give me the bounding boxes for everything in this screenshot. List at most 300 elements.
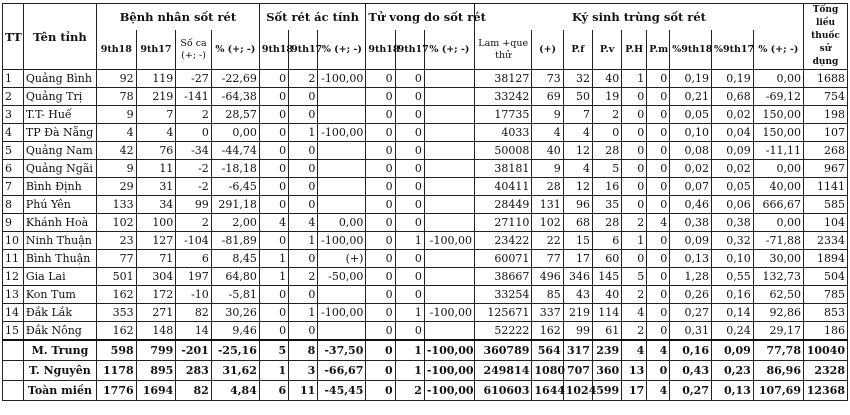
cell-k17: 0,32 — [712, 232, 754, 250]
cell-name: T.T- Huế — [23, 106, 96, 124]
cell-d18: 0 — [366, 178, 395, 196]
cell-s17: 3 — [289, 361, 318, 381]
cell-pos: 9 — [532, 160, 563, 178]
cell-ph: 0 — [622, 106, 647, 124]
table-row — [3, 142, 848, 160]
cell-d18: 0 — [366, 160, 395, 178]
cell-pm: 0 — [647, 124, 670, 142]
cell-pos: 28 — [532, 178, 563, 196]
cell-ppct: -22,69 — [211, 70, 259, 88]
cell-tt — [3, 361, 24, 381]
cell-p18: 1178 — [96, 361, 136, 381]
cell-d18: 0 — [366, 124, 395, 142]
table-row — [3, 286, 848, 304]
cell-ph: 4 — [622, 304, 647, 322]
header-total-drugs: Tổng liều thuốc sử dụng — [803, 4, 847, 70]
cell-tt: 5 — [3, 142, 24, 160]
cell-kpct: 0,00 — [753, 214, 803, 232]
cell-pdiff: 82 — [176, 304, 212, 322]
cell-pdiff: 6 — [176, 250, 212, 268]
cell-name: Gia Lai — [23, 268, 96, 286]
cell-d18: 0 — [366, 250, 395, 268]
cell-ph: 0 — [622, 250, 647, 268]
cell-spct: -100,00 — [318, 124, 366, 142]
cell-d18: 0 — [366, 340, 395, 361]
cell-pm: 4 — [647, 340, 670, 361]
cell-k18: 0,19 — [670, 70, 712, 88]
cell-drug: 104 — [803, 214, 847, 232]
cell-tt: 3 — [3, 106, 24, 124]
cell-ph: 17 — [622, 381, 647, 401]
cell-d17: 1 — [395, 232, 424, 250]
cell-pos: 73 — [532, 70, 563, 88]
cell-tt: 10 — [3, 232, 24, 250]
cell-pv: 0 — [592, 124, 621, 142]
cell-k18: 0,16 — [670, 340, 712, 361]
cell-pdiff: 99 — [176, 196, 212, 214]
cell-tt: 11 — [3, 250, 24, 268]
cell-ppct: 2,00 — [211, 214, 259, 232]
cell-s17: 4 — [289, 214, 318, 232]
cell-ph: 2 — [622, 286, 647, 304]
cell-tt: 14 — [3, 304, 24, 322]
cell-spct: -45,45 — [318, 381, 366, 401]
cell-pf: 707 — [563, 361, 592, 381]
cell-dpct — [424, 106, 474, 124]
table-row — [3, 124, 848, 142]
cell-p18: 42 — [96, 142, 136, 160]
cell-pos: 564 — [532, 340, 563, 361]
table-row — [3, 268, 848, 286]
cell-s18: 1 — [259, 361, 288, 381]
cell-s17: 0 — [289, 250, 318, 268]
cell-pv: 2 — [592, 106, 621, 124]
header-p-9th18: 9th18 — [96, 30, 136, 69]
cell-pf: 50 — [563, 88, 592, 106]
cell-drug: 1894 — [803, 250, 847, 268]
cell-ppct: 30,26 — [211, 304, 259, 322]
cell-d17: 0 — [395, 286, 424, 304]
cell-d18: 0 — [366, 196, 395, 214]
cell-drug: 785 — [803, 286, 847, 304]
cell-k18: 0,27 — [670, 304, 712, 322]
cell-ppct: -44,74 — [211, 142, 259, 160]
cell-lam: 125671 — [474, 304, 531, 322]
cell-lam: 249814 — [474, 361, 531, 381]
cell-p18: 78 — [96, 88, 136, 106]
cell-pdiff: 2 — [176, 106, 212, 124]
cell-drug: 186 — [803, 322, 847, 341]
cell-drug: 754 — [803, 88, 847, 106]
cell-k17: 0,02 — [712, 106, 754, 124]
cell-k18: 0,02 — [670, 160, 712, 178]
cell-pdiff: -27 — [176, 70, 212, 88]
cell-d17: 0 — [395, 268, 424, 286]
cell-pf: 346 — [563, 268, 592, 286]
cell-p17: 4 — [136, 124, 176, 142]
header-province: Tên tỉnh — [23, 4, 96, 70]
cell-pm: 0 — [647, 160, 670, 178]
cell-drug: 504 — [803, 268, 847, 286]
cell-lam: 60071 — [474, 250, 531, 268]
cell-pv: 145 — [592, 268, 621, 286]
cell-pdiff: -141 — [176, 88, 212, 106]
header-group-deaths: Tử vong do sốt rét — [366, 4, 475, 31]
cell-name: Kon Tum — [23, 286, 96, 304]
cell-pdiff: -104 — [176, 232, 212, 250]
cell-kpct: 0,00 — [753, 70, 803, 88]
cell-dpct — [424, 124, 474, 142]
cell-kpct: 77,78 — [753, 340, 803, 361]
cell-k18: 0,13 — [670, 250, 712, 268]
cell-s18: 1 — [259, 268, 288, 286]
cell-tt: 15 — [3, 322, 24, 341]
cell-pf: 15 — [563, 232, 592, 250]
cell-p18: 598 — [96, 340, 136, 361]
cell-lam: 33242 — [474, 88, 531, 106]
cell-ppct: 8,45 — [211, 250, 259, 268]
cell-dpct: -100,00 — [424, 361, 474, 381]
cell-ph: 0 — [622, 124, 647, 142]
cell-kpct: -11,11 — [753, 142, 803, 160]
cell-k17: 0,23 — [712, 361, 754, 381]
cell-spct: -66,67 — [318, 361, 366, 381]
cell-pdiff: 14 — [176, 322, 212, 341]
cell-drug: 1688 — [803, 70, 847, 88]
cell-tt — [3, 381, 24, 401]
cell-s18: 0 — [259, 286, 288, 304]
cell-pv: 599 — [592, 381, 621, 401]
cell-dpct: -100,00 — [424, 340, 474, 361]
cell-pv: 61 — [592, 322, 621, 341]
cell-drug: 10040 — [803, 340, 847, 361]
cell-lam: 610603 — [474, 381, 531, 401]
cell-pv: 19 — [592, 88, 621, 106]
cell-tt: 2 — [3, 88, 24, 106]
cell-kpct: 40,00 — [753, 178, 803, 196]
cell-ppct: -64,38 — [211, 88, 259, 106]
cell-lam: 50008 — [474, 142, 531, 160]
header-p-pct: % (+; -) — [211, 30, 259, 69]
cell-ph: 0 — [622, 178, 647, 196]
cell-lam: 17735 — [474, 106, 531, 124]
cell-name: T. Nguyên — [23, 361, 96, 381]
cell-dpct — [424, 70, 474, 88]
header-p-9th17: 9th17 — [136, 30, 176, 69]
cell-s18: 5 — [259, 340, 288, 361]
cell-pdiff: 0 — [176, 124, 212, 142]
cell-dpct — [424, 268, 474, 286]
cell-s18: 0 — [259, 160, 288, 178]
cell-dpct: -100,00 — [424, 232, 474, 250]
cell-ph: 1 — [622, 70, 647, 88]
cell-d17: 1 — [395, 340, 424, 361]
cell-lam: 33254 — [474, 286, 531, 304]
cell-spct: -100,00 — [318, 232, 366, 250]
cell-drug: 585 — [803, 196, 847, 214]
cell-drug: 2328 — [803, 361, 847, 381]
cell-pm: 0 — [647, 361, 670, 381]
cell-p18: 162 — [96, 286, 136, 304]
cell-ppct: -6,45 — [211, 178, 259, 196]
cell-pdiff: -34 — [176, 142, 212, 160]
cell-pos: 77 — [532, 250, 563, 268]
cell-name: Toàn miền — [23, 381, 96, 401]
cell-k18: 0,27 — [670, 381, 712, 401]
cell-kpct: 0,00 — [753, 160, 803, 178]
cell-d17: 0 — [395, 178, 424, 196]
header-k-pct18: %9th18 — [670, 30, 712, 69]
cell-p17: 895 — [136, 361, 176, 381]
cell-name: Bình Định — [23, 178, 96, 196]
cell-pv: 114 — [592, 304, 621, 322]
cell-ppct: -5,81 — [211, 286, 259, 304]
cell-pdiff: -10 — [176, 286, 212, 304]
cell-name: Quảng Nam — [23, 142, 96, 160]
cell-p18: 23 — [96, 232, 136, 250]
cell-lam: 38127 — [474, 70, 531, 88]
cell-pv: 40 — [592, 70, 621, 88]
cell-pos: 102 — [532, 214, 563, 232]
cell-pos: 1644 — [532, 381, 563, 401]
cell-pf: 96 — [563, 196, 592, 214]
cell-p17: 71 — [136, 250, 176, 268]
cell-k18: 0,05 — [670, 106, 712, 124]
cell-d17: 0 — [395, 196, 424, 214]
cell-p17: 31 — [136, 178, 176, 196]
cell-k17: 0,16 — [712, 286, 754, 304]
cell-pf: 1024 — [563, 381, 592, 401]
cell-tt: 12 — [3, 268, 24, 286]
cell-d17: 0 — [395, 106, 424, 124]
cell-name: Khánh Hoà — [23, 214, 96, 232]
cell-k17: 0,38 — [712, 214, 754, 232]
cell-pv: 40 — [592, 286, 621, 304]
cell-pdiff: -2 — [176, 178, 212, 196]
cell-s18: 4 — [259, 214, 288, 232]
cell-drug: 12368 — [803, 381, 847, 401]
summary-row — [3, 361, 848, 381]
cell-d17: 0 — [395, 322, 424, 341]
cell-dpct — [424, 322, 474, 341]
cell-spct: -100,00 — [318, 304, 366, 322]
cell-spct — [318, 160, 366, 178]
table-row — [3, 250, 848, 268]
cell-pv: 28 — [592, 214, 621, 232]
cell-p18: 501 — [96, 268, 136, 286]
cell-k17: 0,04 — [712, 124, 754, 142]
cell-pm: 0 — [647, 268, 670, 286]
cell-kpct: 86,96 — [753, 361, 803, 381]
cell-k17: 0,06 — [712, 196, 754, 214]
cell-p17: 100 — [136, 214, 176, 232]
cell-s17: 8 — [289, 340, 318, 361]
cell-drug: 853 — [803, 304, 847, 322]
cell-lam: 4033 — [474, 124, 531, 142]
cell-d17: 0 — [395, 250, 424, 268]
cell-tt: 4 — [3, 124, 24, 142]
cell-dpct — [424, 286, 474, 304]
cell-pm: 0 — [647, 70, 670, 88]
cell-pdiff: 197 — [176, 268, 212, 286]
header-k-lam: Lam +que thử — [474, 30, 531, 69]
cell-k18: 0,21 — [670, 88, 712, 106]
cell-pm: 0 — [647, 196, 670, 214]
cell-d17: 0 — [395, 142, 424, 160]
cell-k18: 0,26 — [670, 286, 712, 304]
cell-pf: 68 — [563, 214, 592, 232]
cell-pos: 337 — [532, 304, 563, 322]
cell-pm: 0 — [647, 88, 670, 106]
cell-s17: 0 — [289, 160, 318, 178]
cell-ph: 1 — [622, 232, 647, 250]
cell-k17: 0,02 — [712, 160, 754, 178]
cell-d18: 0 — [366, 381, 395, 401]
cell-pm: 0 — [647, 106, 670, 124]
cell-pos: 22 — [532, 232, 563, 250]
header-k-pv: P.v — [592, 30, 621, 69]
cell-pdiff: -2 — [176, 160, 212, 178]
cell-pos: 162 — [532, 322, 563, 341]
cell-kpct: 132,73 — [753, 268, 803, 286]
cell-name: Quảng Trị — [23, 88, 96, 106]
cell-pf: 7 — [563, 106, 592, 124]
cell-s17: 0 — [289, 106, 318, 124]
cell-k18: 0,07 — [670, 178, 712, 196]
cell-dpct — [424, 214, 474, 232]
cell-s18: 6 — [259, 381, 288, 401]
cell-p17: 799 — [136, 340, 176, 361]
cell-drug: 2334 — [803, 232, 847, 250]
header-k-plus: (+) — [532, 30, 563, 69]
cell-kpct: 150,00 — [753, 106, 803, 124]
cell-ppct: 291,18 — [211, 196, 259, 214]
cell-dpct — [424, 178, 474, 196]
cell-pv: 239 — [592, 340, 621, 361]
cell-tt: 13 — [3, 286, 24, 304]
cell-pf: 17 — [563, 250, 592, 268]
cell-k18: 0,08 — [670, 142, 712, 160]
cell-k17: 0,14 — [712, 304, 754, 322]
cell-k18: 0,31 — [670, 322, 712, 341]
malaria-report-table — [2, 3, 848, 401]
cell-pv: 60 — [592, 250, 621, 268]
cell-ppct: 4,84 — [211, 381, 259, 401]
cell-k17: 0,13 — [712, 381, 754, 401]
cell-pf: 12 — [563, 142, 592, 160]
cell-pm: 0 — [647, 286, 670, 304]
cell-pm: 0 — [647, 142, 670, 160]
cell-k18: 0,09 — [670, 232, 712, 250]
header-group-severe: Sốt rét ác tính — [259, 4, 366, 31]
cell-ph: 0 — [622, 160, 647, 178]
cell-tt: 6 — [3, 160, 24, 178]
cell-p17: 7 — [136, 106, 176, 124]
table-row — [3, 160, 848, 178]
cell-pv: 35 — [592, 196, 621, 214]
cell-p18: 102 — [96, 214, 136, 232]
cell-p17: 271 — [136, 304, 176, 322]
cell-name: Phú Yên — [23, 196, 96, 214]
cell-d18: 0 — [366, 214, 395, 232]
cell-d18: 0 — [366, 232, 395, 250]
header-k-ph: P.H — [622, 30, 647, 69]
cell-pf: 99 — [563, 322, 592, 341]
cell-p18: 9 — [96, 160, 136, 178]
cell-pf: 4 — [563, 160, 592, 178]
cell-s17: 0 — [289, 322, 318, 341]
cell-pf: 43 — [563, 286, 592, 304]
cell-dpct — [424, 160, 474, 178]
cell-k17: 0,09 — [712, 340, 754, 361]
summary-row — [3, 381, 848, 401]
cell-ppct: 0,00 — [211, 124, 259, 142]
cell-d18: 0 — [366, 142, 395, 160]
cell-p18: 353 — [96, 304, 136, 322]
cell-pos: 131 — [532, 196, 563, 214]
cell-ppct: 9,46 — [211, 322, 259, 341]
cell-s17: 1 — [289, 124, 318, 142]
cell-tt: 1 — [3, 70, 24, 88]
cell-spct — [318, 178, 366, 196]
cell-spct: -37,50 — [318, 340, 366, 361]
table-header — [3, 4, 848, 70]
cell-lam: 27110 — [474, 214, 531, 232]
cell-kpct: 92,86 — [753, 304, 803, 322]
cell-drug: 1141 — [803, 178, 847, 196]
cell-ph: 0 — [622, 196, 647, 214]
cell-d18: 0 — [366, 304, 395, 322]
cell-p18: 29 — [96, 178, 136, 196]
cell-lam: 360789 — [474, 340, 531, 361]
cell-k17: 0,19 — [712, 70, 754, 88]
cell-s18: 0 — [259, 88, 288, 106]
cell-tt: 7 — [3, 178, 24, 196]
cell-pf: 12 — [563, 178, 592, 196]
cell-p18: 92 — [96, 70, 136, 88]
table-row — [3, 106, 848, 124]
cell-kpct: -71,88 — [753, 232, 803, 250]
cell-k18: 0,10 — [670, 124, 712, 142]
header-s-9th18: 9th18 — [259, 30, 288, 69]
cell-tt — [3, 340, 24, 361]
cell-d18: 0 — [366, 268, 395, 286]
cell-spct — [318, 322, 366, 341]
malaria-report-table-container — [2, 3, 848, 401]
cell-k18: 1,28 — [670, 268, 712, 286]
cell-p18: 9 — [96, 106, 136, 124]
cell-p18: 162 — [96, 322, 136, 341]
cell-pm: 0 — [647, 322, 670, 341]
header-d-9th18: 9th18 — [366, 30, 395, 69]
cell-d18: 0 — [366, 106, 395, 124]
cell-kpct: 62,50 — [753, 286, 803, 304]
cell-s18: 0 — [259, 322, 288, 341]
cell-d18: 0 — [366, 361, 395, 381]
cell-pv: 360 — [592, 361, 621, 381]
cell-s17: 0 — [289, 88, 318, 106]
cell-k17: 0,68 — [712, 88, 754, 106]
summary-row — [3, 340, 848, 361]
cell-ppct: 28,57 — [211, 106, 259, 124]
cell-pf: 4 — [563, 124, 592, 142]
table-row — [3, 232, 848, 250]
cell-name: M. Trung — [23, 340, 96, 361]
cell-pdiff: 283 — [176, 361, 212, 381]
cell-p17: 34 — [136, 196, 176, 214]
cell-d17: 1 — [395, 304, 424, 322]
cell-lam: 28449 — [474, 196, 531, 214]
